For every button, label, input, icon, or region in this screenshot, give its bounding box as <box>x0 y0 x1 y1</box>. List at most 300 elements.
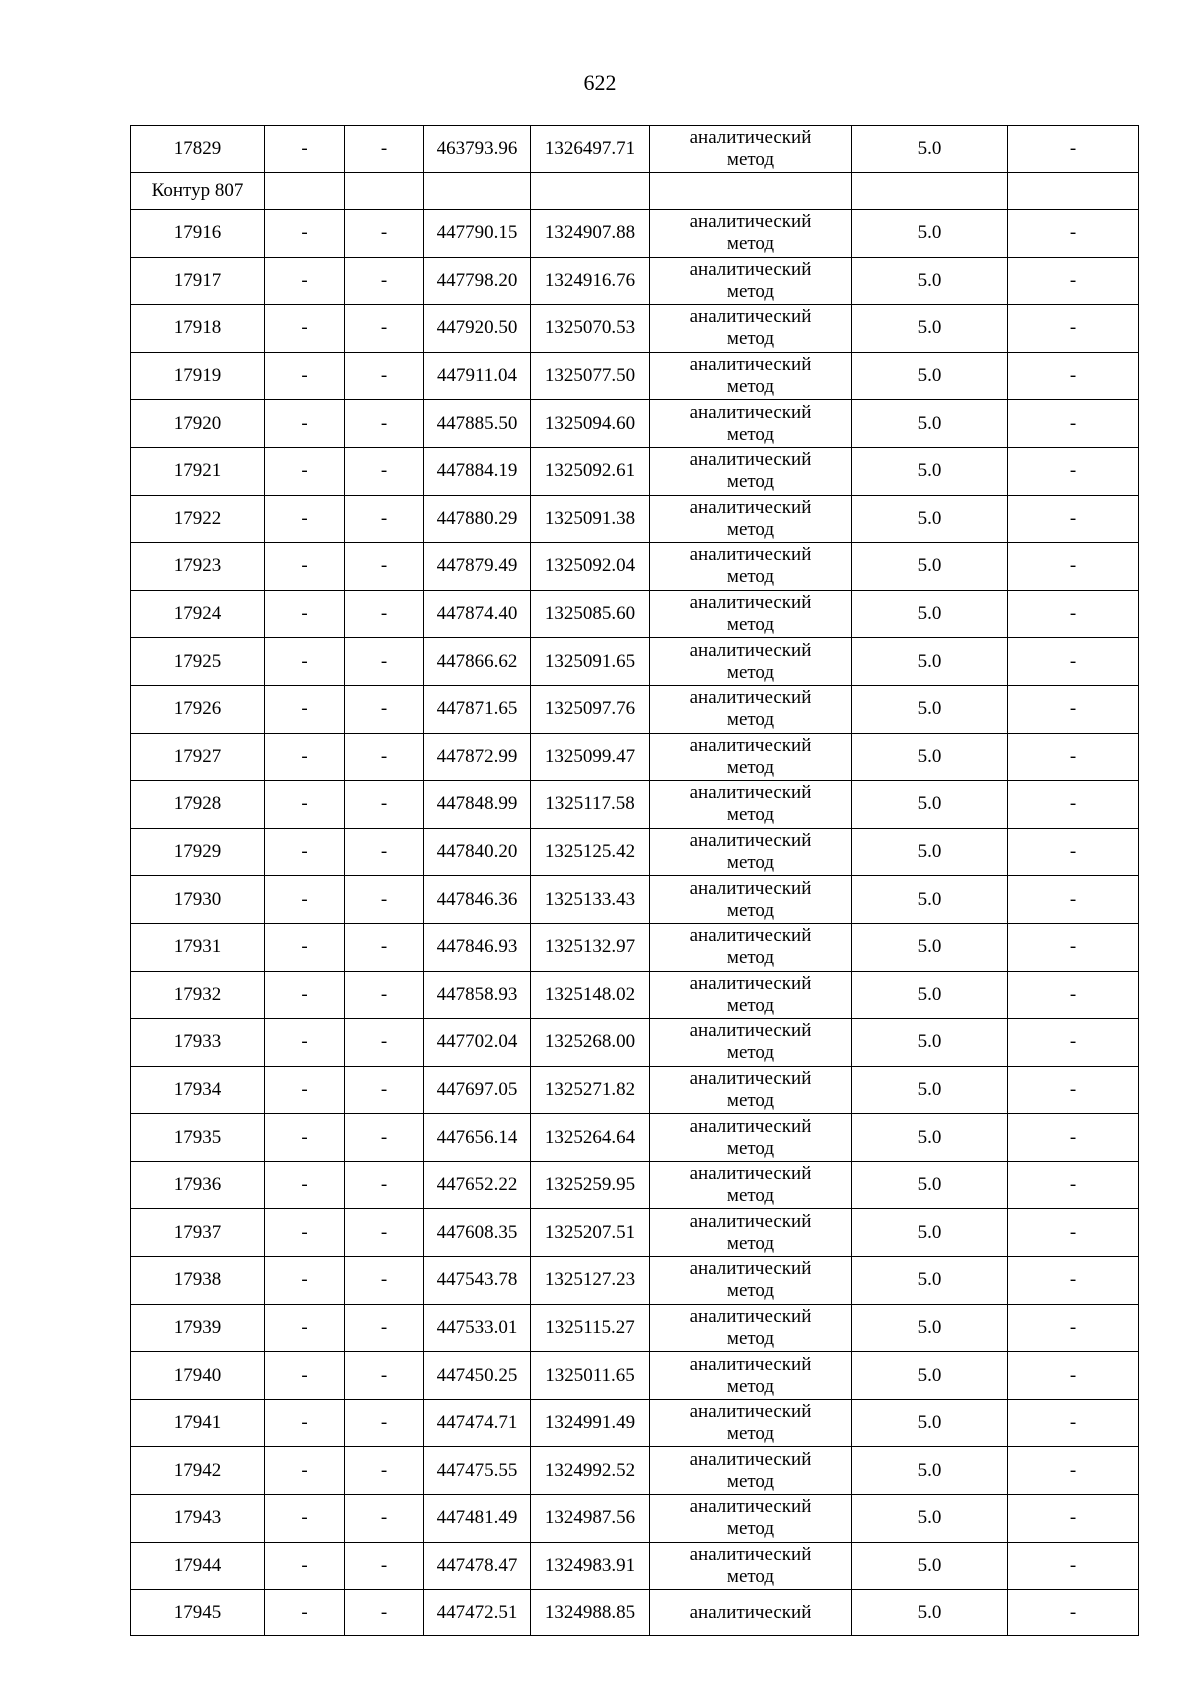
dash-cell: - <box>265 495 345 543</box>
point-number-cell: 17927 <box>131 733 265 781</box>
point-number-cell: 17929 <box>131 828 265 876</box>
point-number-cell: 17944 <box>131 1542 265 1590</box>
table-row <box>131 1066 1139 1114</box>
x-coordinate-cell: 447474.71 <box>424 1399 531 1447</box>
x-coordinate-cell: 447790.15 <box>424 210 531 258</box>
dash-cell: - <box>345 1066 424 1114</box>
y-coordinate-cell: 1325092.61 <box>531 447 650 495</box>
dash-cell: - <box>345 305 424 353</box>
point-number-cell: 17919 <box>131 352 265 400</box>
dash-cell: - <box>1008 495 1139 543</box>
dash-cell: - <box>345 638 424 686</box>
dash-cell: - <box>1008 352 1139 400</box>
point-number-cell: 17924 <box>131 590 265 638</box>
dash-cell: - <box>345 733 424 781</box>
dash-cell: - <box>265 543 345 591</box>
dash-cell: - <box>1008 1590 1139 1636</box>
method-cell <box>650 1399 852 1447</box>
method-cell <box>650 1114 852 1162</box>
accuracy-cell: 5.0 <box>852 447 1008 495</box>
y-coordinate-cell: 1325207.51 <box>531 1209 650 1257</box>
accuracy-cell: 5.0 <box>852 257 1008 305</box>
x-coordinate-cell: 447846.36 <box>424 876 531 924</box>
method-line-1: аналитический <box>689 830 812 852</box>
dash-cell: - <box>345 1352 424 1400</box>
y-coordinate-cell: 1325011.65 <box>531 1352 650 1400</box>
point-number-cell: 17932 <box>131 971 265 1019</box>
y-coordinate-cell: 1325117.58 <box>531 781 650 829</box>
method-line-2: метод <box>726 518 775 540</box>
x-coordinate-cell: 447885.50 <box>424 400 531 448</box>
table-row <box>131 1019 1139 1067</box>
x-coordinate-cell: 447608.35 <box>424 1209 531 1257</box>
dash-cell: - <box>345 400 424 448</box>
table-row <box>131 638 1139 686</box>
dash-cell: - <box>1008 210 1139 258</box>
coordinates-table <box>130 125 1139 1636</box>
accuracy-cell: 5.0 <box>852 733 1008 781</box>
x-coordinate-cell: 447475.55 <box>424 1447 531 1495</box>
dash-cell: - <box>1008 638 1139 686</box>
y-coordinate-cell: 1325077.50 <box>531 352 650 400</box>
table-row <box>131 1257 1139 1305</box>
table-row <box>131 1590 1139 1636</box>
accuracy-cell: 5.0 <box>852 638 1008 686</box>
table-row <box>131 828 1139 876</box>
point-number-cell: 17935 <box>131 1114 265 1162</box>
method-line-1: аналитический <box>689 354 812 376</box>
dash-cell: - <box>265 400 345 448</box>
dash-cell: - <box>345 1590 424 1636</box>
table-row <box>131 400 1139 448</box>
method-line-2: метод <box>726 1185 775 1207</box>
dash-cell: - <box>265 971 345 1019</box>
dash-cell: - <box>1008 781 1139 829</box>
page-number: 622 <box>583 70 617 95</box>
dash-cell: - <box>1008 1114 1139 1162</box>
dash-cell: - <box>1008 400 1139 448</box>
method-cell <box>650 1066 852 1114</box>
dash-cell: - <box>345 1209 424 1257</box>
point-number-cell: 17925 <box>131 638 265 686</box>
dash-cell: - <box>345 447 424 495</box>
y-coordinate-cell: 1325132.97 <box>531 923 650 971</box>
dash-cell: - <box>265 1114 345 1162</box>
dash-cell: - <box>345 1542 424 1590</box>
x-coordinate-cell: 447884.19 <box>424 447 531 495</box>
y-coordinate-cell: 1325091.65 <box>531 638 650 686</box>
table-row <box>131 1304 1139 1352</box>
point-number-cell: 17933 <box>131 1019 265 1067</box>
method-line-2: метод <box>726 661 775 683</box>
method-line-1: аналитический <box>689 1210 812 1232</box>
x-coordinate-cell: 447472.51 <box>424 1590 531 1636</box>
x-coordinate-cell: 447656.14 <box>424 1114 531 1162</box>
point-number-cell: 17923 <box>131 543 265 591</box>
y-coordinate-cell: 1324916.76 <box>531 257 650 305</box>
method-line-2: метод <box>726 852 775 874</box>
y-coordinate-cell: 1324907.88 <box>531 210 650 258</box>
method-line-2: метод <box>726 1327 775 1349</box>
accuracy-cell: 5.0 <box>852 543 1008 591</box>
x-coordinate-cell: 447872.99 <box>424 733 531 781</box>
x-coordinate-cell: 447920.50 <box>424 305 531 353</box>
dash-cell: - <box>345 685 424 733</box>
dash-cell: - <box>265 638 345 686</box>
x-coordinate-cell: 447533.01 <box>424 1304 531 1352</box>
dash-cell: - <box>1008 685 1139 733</box>
method-line-1: аналитический <box>689 1115 812 1137</box>
y-coordinate-cell: 1325094.60 <box>531 400 650 448</box>
method-cell <box>650 1495 852 1543</box>
dash-cell: - <box>345 543 424 591</box>
accuracy-cell: 5.0 <box>852 1352 1008 1400</box>
method-line-2: метод <box>726 566 775 588</box>
y-coordinate-cell: 1324987.56 <box>531 1495 650 1543</box>
accuracy-cell: 5.0 <box>852 1542 1008 1590</box>
dash-cell: - <box>265 210 345 258</box>
method-line-1: аналитический <box>689 1305 812 1327</box>
dash-cell: - <box>1008 1304 1139 1352</box>
y-coordinate-cell: 1325133.43 <box>531 876 650 924</box>
method-line-1: аналитический <box>689 1543 812 1565</box>
x-coordinate-cell: 447702.04 <box>424 1019 531 1067</box>
dash-cell: - <box>265 1447 345 1495</box>
method-line-2: метод <box>726 1280 775 1302</box>
table-row <box>131 1447 1139 1495</box>
method-cell <box>650 447 852 495</box>
dash-cell: - <box>345 1495 424 1543</box>
y-coordinate-cell: 1325127.23 <box>531 1257 650 1305</box>
dash-cell: - <box>265 126 345 173</box>
point-number-cell: 17917 <box>131 257 265 305</box>
y-coordinate-cell: 1325264.64 <box>531 1114 650 1162</box>
dash-cell: - <box>1008 305 1139 353</box>
table-row <box>131 923 1139 971</box>
x-coordinate-cell: 447543.78 <box>424 1257 531 1305</box>
dash-cell: - <box>265 781 345 829</box>
method-line-1: аналитический <box>689 1401 812 1423</box>
point-number-cell: 17943 <box>131 1495 265 1543</box>
contour-label: Контур 807 <box>131 173 265 210</box>
empty-cell <box>650 173 852 210</box>
dash-cell: - <box>1008 1257 1139 1305</box>
x-coordinate-cell: 447871.65 <box>424 685 531 733</box>
method-line-2: метод <box>726 376 775 398</box>
x-coordinate-cell: 447858.93 <box>424 971 531 1019</box>
method-cell <box>650 1161 852 1209</box>
dash-cell: - <box>345 828 424 876</box>
point-number-cell: 17938 <box>131 1257 265 1305</box>
table-row <box>131 685 1139 733</box>
method-line-1: аналитический <box>689 306 812 328</box>
method-cell <box>650 923 852 971</box>
dash-cell: - <box>265 257 345 305</box>
method-cell <box>650 828 852 876</box>
method-cell <box>650 543 852 591</box>
dash-cell: - <box>1008 1019 1139 1067</box>
x-coordinate-cell: 447848.99 <box>424 781 531 829</box>
dash-cell: - <box>265 1542 345 1590</box>
method-line-1: аналитический <box>689 1020 812 1042</box>
table-row <box>131 1352 1139 1400</box>
accuracy-cell: 5.0 <box>852 1066 1008 1114</box>
dash-cell: - <box>345 971 424 1019</box>
method-line-2: метод <box>726 614 775 636</box>
point-number-cell: 17920 <box>131 400 265 448</box>
dash-cell: - <box>265 923 345 971</box>
y-coordinate-cell: 1324992.52 <box>531 1447 650 1495</box>
method-cell <box>650 781 852 829</box>
dash-cell: - <box>345 352 424 400</box>
method-cell <box>650 1209 852 1257</box>
method-line-2: метод <box>726 328 775 350</box>
dash-cell: - <box>1008 828 1139 876</box>
dash-cell: - <box>1008 126 1139 173</box>
method-cell <box>650 257 852 305</box>
dash-cell: - <box>345 1019 424 1067</box>
dash-cell: - <box>1008 1066 1139 1114</box>
y-coordinate-cell: 1325268.00 <box>531 1019 650 1067</box>
accuracy-cell: 5.0 <box>852 828 1008 876</box>
method-line-2: метод <box>726 1089 775 1111</box>
method-line-2: метод <box>726 233 775 255</box>
point-number-cell: 17941 <box>131 1399 265 1447</box>
x-coordinate-cell: 447866.62 <box>424 638 531 686</box>
method-cell <box>650 1352 852 1400</box>
table-row <box>131 1209 1139 1257</box>
dash-cell: - <box>345 1114 424 1162</box>
method-cell <box>650 1257 852 1305</box>
dash-cell: - <box>265 876 345 924</box>
point-number-cell: 17937 <box>131 1209 265 1257</box>
y-coordinate-cell: 1324983.91 <box>531 1542 650 1590</box>
table-row <box>131 447 1139 495</box>
dash-cell: - <box>265 828 345 876</box>
method-line-2: метод <box>726 994 775 1016</box>
accuracy-cell: 5.0 <box>852 1590 1008 1636</box>
dash-cell: - <box>1008 1399 1139 1447</box>
method-cell <box>650 1590 852 1636</box>
dash-cell: - <box>265 305 345 353</box>
method-line-1: аналитический <box>689 211 812 233</box>
dash-cell: - <box>1008 733 1139 781</box>
method-line-1: аналитический <box>689 258 812 280</box>
method-cell <box>650 1304 852 1352</box>
dash-cell: - <box>1008 971 1139 1019</box>
method-line-1: аналитический <box>689 592 812 614</box>
x-coordinate-cell: 447880.29 <box>424 495 531 543</box>
dash-cell: - <box>345 923 424 971</box>
method-cell <box>650 1019 852 1067</box>
table-row <box>131 305 1139 353</box>
accuracy-cell: 5.0 <box>852 352 1008 400</box>
point-number-cell: 17934 <box>131 1066 265 1114</box>
method-cell <box>650 400 852 448</box>
table-row <box>131 1495 1139 1543</box>
y-coordinate-cell: 1325070.53 <box>531 305 650 353</box>
accuracy-cell: 5.0 <box>852 1304 1008 1352</box>
y-coordinate-cell: 1324988.85 <box>531 1590 650 1636</box>
method-line-1: аналитический <box>689 972 812 994</box>
accuracy-cell: 5.0 <box>852 1019 1008 1067</box>
method-line-1: аналитический <box>689 1067 812 1089</box>
method-line-1: аналитический <box>689 734 812 756</box>
empty-cell <box>531 173 650 210</box>
method-line-2: метод <box>726 756 775 778</box>
method-cell <box>650 1542 852 1590</box>
dash-cell: - <box>265 1304 345 1352</box>
empty-cell <box>265 173 345 210</box>
table-row <box>131 495 1139 543</box>
y-coordinate-cell: 1325148.02 <box>531 971 650 1019</box>
dash-cell: - <box>345 1399 424 1447</box>
dash-cell: - <box>1008 1209 1139 1257</box>
y-coordinate-cell: 1325099.47 <box>531 733 650 781</box>
accuracy-cell: 5.0 <box>852 1447 1008 1495</box>
dash-cell: - <box>345 876 424 924</box>
x-coordinate-cell: 463793.96 <box>424 126 531 173</box>
table-row <box>131 257 1139 305</box>
dash-cell: - <box>1008 1161 1139 1209</box>
method-line-1: аналитический <box>689 877 812 899</box>
dash-cell: - <box>345 1257 424 1305</box>
table-row <box>131 1542 1139 1590</box>
y-coordinate-cell: 1325092.04 <box>531 543 650 591</box>
method-line-1: аналитический <box>689 401 812 423</box>
y-coordinate-cell: 1325271.82 <box>531 1066 650 1114</box>
accuracy-cell: 5.0 <box>852 781 1008 829</box>
dash-cell: - <box>345 1447 424 1495</box>
x-coordinate-cell: 447840.20 <box>424 828 531 876</box>
dash-cell: - <box>1008 1447 1139 1495</box>
method-cell <box>650 126 852 173</box>
point-number-cell: 17928 <box>131 781 265 829</box>
point-number-cell: 17926 <box>131 685 265 733</box>
method-cell <box>650 210 852 258</box>
table-row <box>131 733 1139 781</box>
dash-cell: - <box>345 1304 424 1352</box>
dash-cell: - <box>345 257 424 305</box>
x-coordinate-cell: 447879.49 <box>424 543 531 591</box>
method-cell <box>650 305 852 353</box>
method-line-2: метод <box>726 1232 775 1254</box>
x-coordinate-cell: 447846.93 <box>424 923 531 971</box>
table-body <box>131 126 1139 1636</box>
method-cell <box>650 733 852 781</box>
accuracy-cell: 5.0 <box>852 685 1008 733</box>
point-number-cell: 17829 <box>131 126 265 173</box>
dash-cell: - <box>1008 1352 1139 1400</box>
y-coordinate-cell: 1326497.71 <box>531 126 650 173</box>
x-coordinate-cell: 447450.25 <box>424 1352 531 1400</box>
accuracy-cell: 5.0 <box>852 590 1008 638</box>
dash-cell: - <box>265 1495 345 1543</box>
dash-cell: - <box>345 210 424 258</box>
y-coordinate-cell: 1325085.60 <box>531 590 650 638</box>
dash-cell: - <box>265 352 345 400</box>
method-line-2: метод <box>726 1042 775 1064</box>
accuracy-cell: 5.0 <box>852 1399 1008 1447</box>
dash-cell: - <box>345 495 424 543</box>
method-line-1: аналитический <box>689 1258 812 1280</box>
dash-cell: - <box>345 1161 424 1209</box>
dash-cell: - <box>265 1019 345 1067</box>
accuracy-cell: 5.0 <box>852 923 1008 971</box>
accuracy-cell: 5.0 <box>852 400 1008 448</box>
contour-header-row <box>131 173 1139 210</box>
dash-cell: - <box>265 733 345 781</box>
accuracy-cell: 5.0 <box>852 1161 1008 1209</box>
method-cell <box>650 495 852 543</box>
accuracy-cell: 5.0 <box>852 1495 1008 1543</box>
table-row <box>131 781 1139 829</box>
x-coordinate-cell: 447697.05 <box>424 1066 531 1114</box>
accuracy-cell: 5.0 <box>852 1257 1008 1305</box>
method-cell <box>650 685 852 733</box>
method-line-2: метод <box>726 471 775 493</box>
x-coordinate-cell: 447798.20 <box>424 257 531 305</box>
point-number-cell: 17916 <box>131 210 265 258</box>
x-coordinate-cell: 447481.49 <box>424 1495 531 1543</box>
method-line-2: метод <box>726 423 775 445</box>
method-cell <box>650 876 852 924</box>
dash-cell: - <box>1008 447 1139 495</box>
method-line-2: метод <box>726 1470 775 1492</box>
method-line-2: метод <box>726 899 775 921</box>
method-line-2: метод <box>726 1375 775 1397</box>
dash-cell: - <box>265 1257 345 1305</box>
point-number-cell: 17942 <box>131 1447 265 1495</box>
dash-cell: - <box>1008 923 1139 971</box>
method-line-2: метод <box>726 804 775 826</box>
method-line-1: аналитический <box>689 639 812 661</box>
table-row <box>131 126 1139 173</box>
dash-cell: - <box>265 1209 345 1257</box>
dash-cell: - <box>345 590 424 638</box>
empty-cell <box>852 173 1008 210</box>
method-line-1: аналитический <box>689 496 812 518</box>
dash-cell: - <box>265 1066 345 1114</box>
method-line-1: аналитический <box>689 1163 812 1185</box>
method-line-2: метод <box>726 149 775 170</box>
dash-cell: - <box>1008 1542 1139 1590</box>
method-line-1: аналитический <box>689 127 812 148</box>
accuracy-cell: 5.0 <box>852 126 1008 173</box>
method-line-2: метод <box>726 947 775 969</box>
table-row <box>131 1161 1139 1209</box>
method-line-2: метод <box>726 1137 775 1159</box>
method-line-1: аналитический <box>689 1353 812 1375</box>
table-row <box>131 971 1139 1019</box>
accuracy-cell: 5.0 <box>852 495 1008 543</box>
method-cell <box>650 1447 852 1495</box>
dash-cell: - <box>265 1399 345 1447</box>
x-coordinate-cell: 447652.22 <box>424 1161 531 1209</box>
dash-cell: - <box>345 126 424 173</box>
dash-cell: - <box>265 1590 345 1636</box>
point-number-cell: 17918 <box>131 305 265 353</box>
y-coordinate-cell: 1325097.76 <box>531 685 650 733</box>
empty-cell <box>424 173 531 210</box>
accuracy-cell: 5.0 <box>852 1114 1008 1162</box>
method-cell <box>650 638 852 686</box>
dash-cell: - <box>265 1161 345 1209</box>
method-line-1: аналитический <box>689 687 812 709</box>
table-row <box>131 876 1139 924</box>
table-row <box>131 1399 1139 1447</box>
method-line-1: аналитический <box>689 925 812 947</box>
